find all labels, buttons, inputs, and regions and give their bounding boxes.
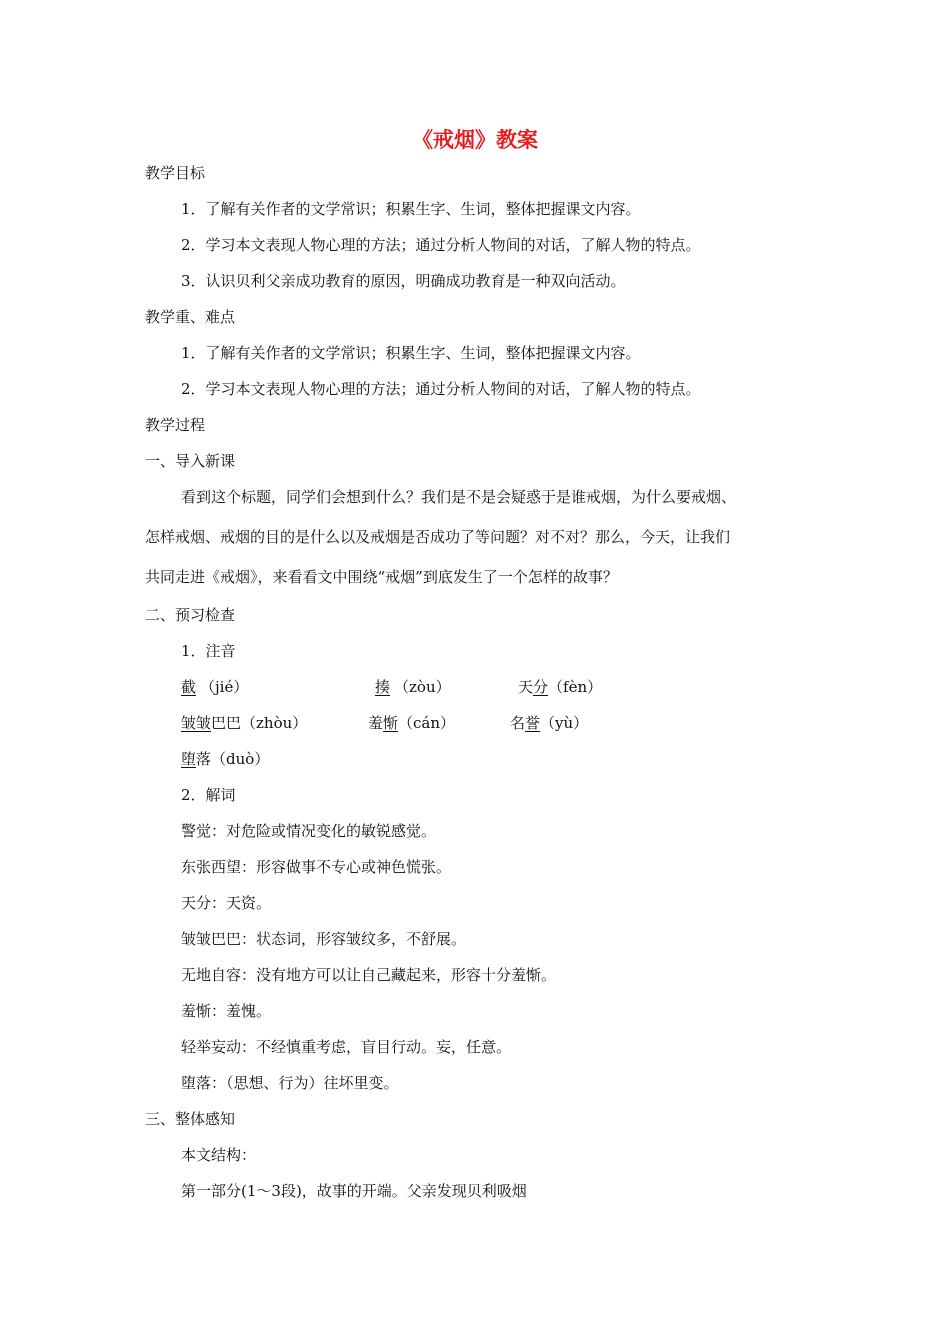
pinyin-item: 截 （jié）	[181, 678, 249, 696]
structure-part-1: 第一部分(1～3段)，故事的开端。父亲发现贝利吸烟	[181, 1182, 527, 1200]
intro-paragraph-line-2: 怎样戒烟、戒烟的目的是什么以及戒烟是否成功了等问题？对不对？那么，今天，让我们	[145, 528, 731, 546]
vocab-item: 天分：天资。	[181, 894, 272, 912]
pinyin-heading: 1．注音	[181, 642, 236, 660]
keypoint-item-1: 1．了解有关作者的文学常识；积累生字、生词，整体把握课文内容。	[181, 344, 641, 362]
pinyin-item: 羞惭（cán）	[368, 714, 456, 732]
pinyin-item: 名誉（yù）	[510, 714, 589, 732]
goal-item-1: 1．了解有关作者的文学常识；积累生字、生词，整体把握课文内容。	[181, 200, 641, 218]
vocab-heading: 2．解词	[181, 786, 236, 804]
pinyin-item: 堕落（duò）	[181, 750, 270, 768]
process-heading: 教学过程	[145, 416, 206, 434]
section3-heading: 三、整体感知	[145, 1110, 236, 1128]
vocab-item: 警觉：对危险或情况变化的敏锐感觉。	[181, 822, 437, 840]
section2-heading: 二、预习检查	[145, 606, 236, 624]
section1-heading: 一、导入新课	[145, 452, 236, 470]
document-title: 《戒烟》教案	[412, 128, 538, 152]
pinyin-item: 揍 （zòu）	[375, 678, 451, 696]
keypoint-item-2: 2．学习本文表现人物心理的方法；通过分析人物间的对话，了解人物的特点。	[181, 380, 701, 398]
goal-item-3: 3．认识贝利父亲成功教育的原因，明确成功教育是一种双向活动。	[181, 272, 626, 290]
vocab-item: 轻举妄动：不经慎重考虑，盲目行动。妄，任意。	[181, 1038, 512, 1056]
goals-heading: 教学目标	[145, 164, 206, 182]
pinyin-item: 皱皱巴巴（zhòu）	[181, 714, 308, 732]
structure-label: 本文结构：	[181, 1146, 257, 1164]
pinyin-item: 天分（fèn）	[518, 678, 603, 696]
vocab-item: 无地自容：没有地方可以让自己藏起来，形容十分羞惭。	[181, 966, 557, 984]
vocab-item: 东张西望：形容做事不专心或神色慌张。	[181, 858, 452, 876]
vocab-item: 堕落：（思想、行为）往坏里变。	[181, 1074, 399, 1092]
keypoints-heading: 教学重、难点	[145, 308, 236, 326]
intro-paragraph-line-3: 共同走进《戒烟》，来看看文中围绕“戒烟”到底发生了一个怎样的故事？	[145, 568, 618, 586]
intro-paragraph-line-1: 看到这个标题，同学们会想到什么？我们是不是会疑惑于是谁戒烟，为什么要戒烟、	[181, 488, 737, 506]
vocab-item: 羞惭：羞愧。	[181, 1002, 272, 1020]
vocab-item: 皱皱巴巴：状态词，形容皱纹多，不舒展。	[181, 930, 467, 948]
goal-item-2: 2．学习本文表现人物心理的方法；通过分析人物间的对话，了解人物的特点。	[181, 236, 701, 254]
